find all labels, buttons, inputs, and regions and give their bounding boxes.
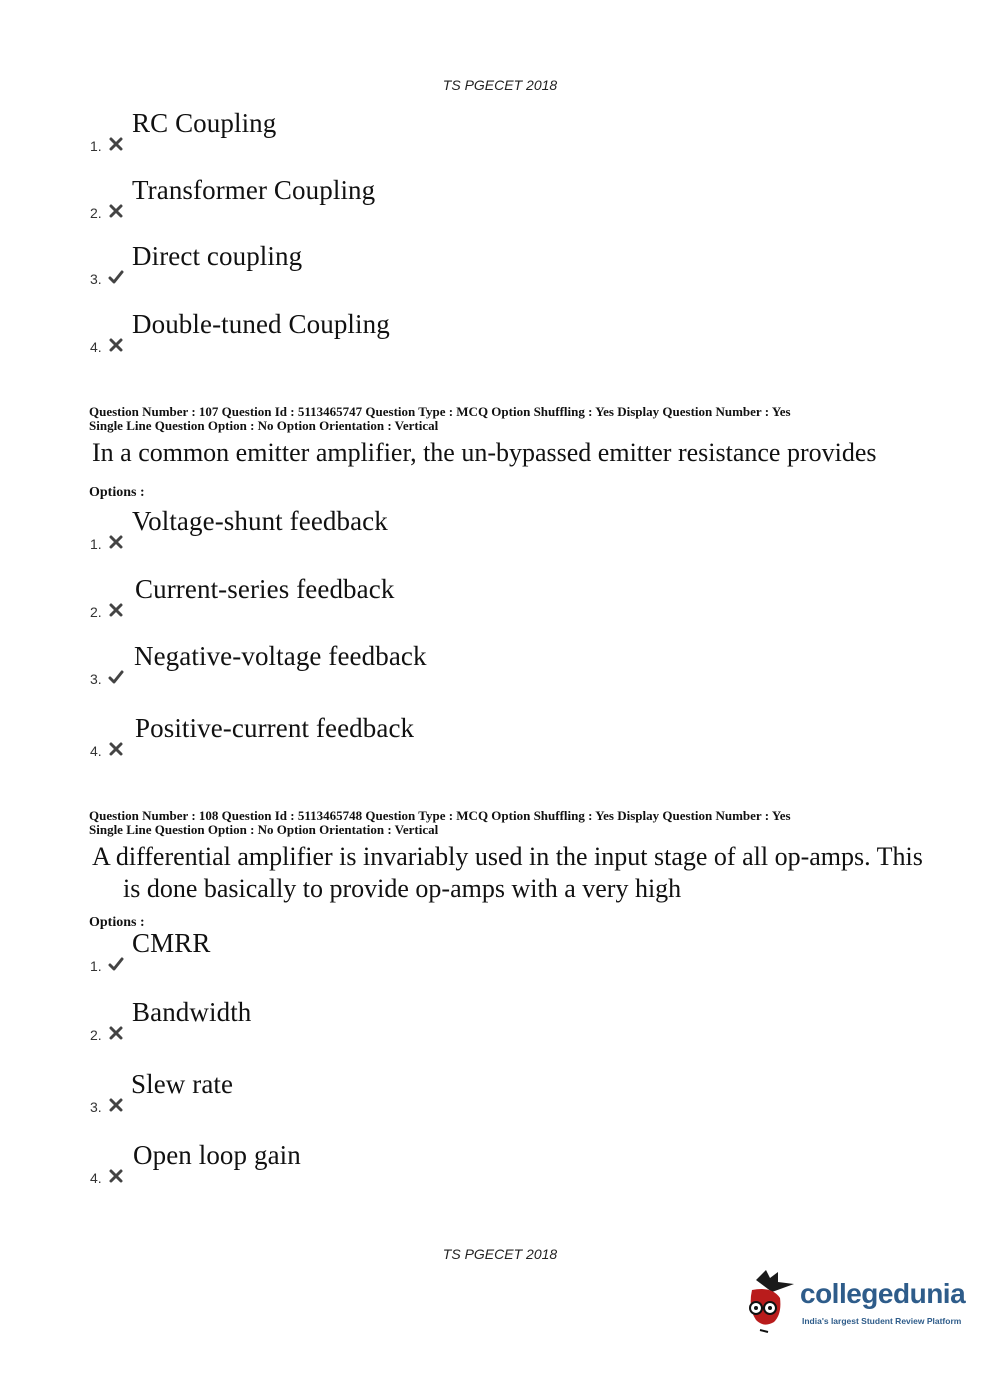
option-text: Negative-voltage feedback <box>134 641 427 671</box>
question-text-continued: is done basically to provide op-amps with a very high <box>123 874 682 903</box>
option-text: Transformer Coupling <box>132 175 376 205</box>
page-footer: TS PGECET 2018 <box>442 1246 558 1262</box>
mascot-icon <box>742 1268 802 1338</box>
option-text: Direct coupling <box>132 241 303 271</box>
option-text: Positive-current feedback <box>135 713 415 743</box>
option-text: RC Coupling <box>132 108 277 138</box>
option-item <box>88 175 788 225</box>
check-icon <box>108 956 124 972</box>
option-number: 1. <box>90 536 102 552</box>
cross-icon <box>108 741 124 757</box>
question-meta-line: Single Line Question Option : No Option Orientation : Vertical <box>89 822 439 837</box>
cross-icon <box>108 337 124 353</box>
option-text: Bandwidth <box>132 997 252 1027</box>
question-text: A differential amplifier is invariably used in the input stage of all op-amps. This <box>92 842 923 871</box>
option-text: Voltage-shunt feedback <box>132 506 388 536</box>
option-item <box>88 241 788 291</box>
cross-icon <box>108 602 124 618</box>
option-number: 3. <box>90 271 102 287</box>
option-item <box>88 108 788 158</box>
question-meta <box>89 809 909 837</box>
option-number: 1. <box>90 958 102 974</box>
cross-icon <box>108 1097 124 1113</box>
option-number: 4. <box>90 743 102 759</box>
cross-icon <box>108 534 124 550</box>
brand-name: collegedunia <box>800 1278 966 1309</box>
option-text: Current-series feedback <box>135 574 395 604</box>
brand-tagline: India's largest Student Review Platform <box>802 1316 962 1326</box>
cross-icon <box>108 1168 124 1184</box>
option-text: Double-tuned Coupling <box>132 309 390 339</box>
cross-icon <box>108 1025 124 1041</box>
option-item <box>88 506 788 556</box>
question-meta-line: Single Line Question Option : No Option Orientation : Vertical <box>89 418 439 433</box>
page-header: TS PGECET 2018 <box>442 77 558 93</box>
option-number: 3. <box>90 671 102 687</box>
option-item <box>88 713 788 763</box>
cross-icon <box>108 136 124 152</box>
question-text: In a common emitter amplifier, the un-bypassed emitter resistance provides <box>92 438 877 467</box>
option-text: Slew rate <box>131 1069 234 1099</box>
check-icon <box>108 669 124 685</box>
option-item <box>88 928 788 978</box>
option-text: CMRR <box>132 928 211 958</box>
option-number: 4. <box>90 339 102 355</box>
cross-icon <box>108 203 124 219</box>
options-label: Options : <box>89 485 145 500</box>
option-number: 2. <box>90 1027 102 1043</box>
check-icon <box>108 269 124 285</box>
option-item <box>88 997 788 1047</box>
question-meta <box>89 405 909 433</box>
question-meta-line: Question Number : 107 Question Id : 5113465747 Question Type : MCQ Option Shuffling : Yes Display Question Number : Yes <box>89 404 791 419</box>
option-item <box>88 641 788 691</box>
option-number: 4. <box>90 1170 102 1186</box>
collegedunia-logo <box>742 1268 972 1340</box>
option-text: Open loop gain <box>133 1140 301 1170</box>
question-meta-line: Question Number : 108 Question Id : 5113465748 Question Type : MCQ Option Shuffling : Yes Display Question Number : Yes <box>89 808 791 823</box>
option-number: 3. <box>90 1099 102 1115</box>
option-number: 1. <box>90 138 102 154</box>
option-item <box>88 309 788 359</box>
option-item <box>88 1140 788 1190</box>
options-label: Options : <box>89 915 145 930</box>
option-number: 2. <box>90 604 102 620</box>
option-number: 2. <box>90 205 102 221</box>
option-item <box>88 574 788 624</box>
option-item <box>88 1069 788 1119</box>
